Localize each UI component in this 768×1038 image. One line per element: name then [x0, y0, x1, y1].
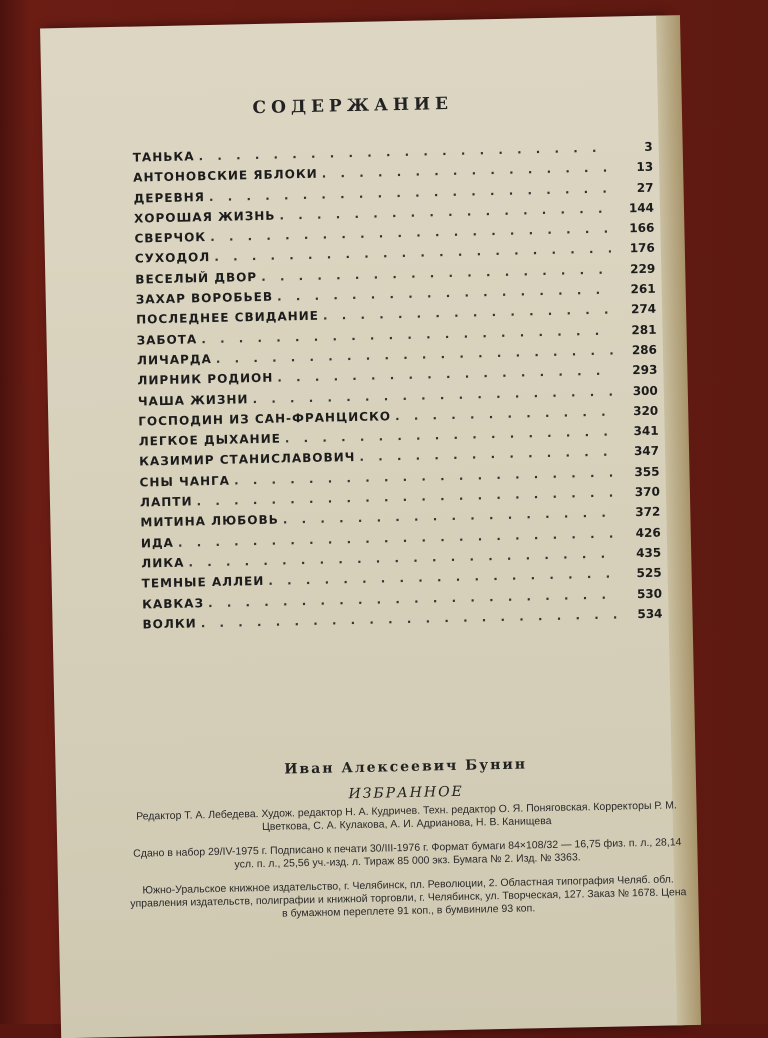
toc-entry-title: ЛЕГКОЕ ДЫХАНИЕ: [138, 431, 281, 449]
toc-entry-page: 341: [633, 423, 659, 439]
toc-entry-title: АНТОНОВСКИЕ ЯБЛОКИ: [133, 167, 318, 185]
toc-entry-page: 166: [629, 220, 655, 236]
toc-entry-page: 530: [636, 586, 663, 601]
toc-entry-page: 372: [635, 504, 661, 520]
toc-entry-page: 261: [630, 281, 656, 297]
toc-entry-page: 320: [633, 403, 659, 419]
toc-entry-title: ИДА: [140, 535, 175, 551]
toc-entry-title: ТАНЬКА: [132, 149, 195, 165]
toc-entry-page: 27: [636, 180, 654, 195]
toc-entry-title: ДЕРЕВНЯ: [133, 189, 206, 206]
toc-entry-title: ТЕМНЫЕ АЛЛЕИ: [141, 574, 265, 591]
book-title: ИЗБРАННОЕ: [348, 783, 464, 803]
toc-entry-page: 286: [631, 342, 658, 358]
toc-entry-page: 355: [634, 464, 660, 479]
toc-entry-title: ГОСПОДИН ИЗ САН-ФРАНЦИСКО: [138, 409, 392, 429]
publisher-info: Южно-Уральское книжное издательство, г. Челябинск, пл. Революции, 2. Областная типография Челяб. обл. управления издательств, полиграфии и книжной торговли, г. Челябинск, ул. Творческая, 127. Заказ № 1678. Цена в бумажном переплете 91 коп., в бумвиниле 93 коп.: [130, 873, 687, 920]
colophon: [126, 753, 689, 924]
toc-entry-page: 3: [644, 139, 653, 154]
toc-entry-title: ПОСЛЕДНЕЕ СВИДАНИЕ: [136, 309, 320, 327]
toc-entry-title: ЛИЧАРДА: [136, 351, 212, 368]
toc-entry-title: ВЕСЕЛЫЙ ДВОР: [135, 269, 258, 287]
editors-credits: Редактор Т. А. Лебедева. Худож. редактор Н. А. Кудричев. Техн. редактор О. Я. Поняговская. Корректоры Р. М. Цветкова, С. А. Кулакова, А. И. Адрианова, Н. В. Канищева: [136, 799, 677, 834]
print-info: Сдано в набор 29/IV-1975 г. Подписано к печати 30/III-1976 г. Формат бумаги 84×108/32 — 16,75 физ. п. л., 28,14 усл. п. л., 25,56 уч.-изд. л. Тираж 85 000 экз. Бумага № 2. Изд. № 3363.: [133, 836, 682, 871]
toc-entry-title: КАЗИМИР СТАНИСЛАВОВИЧ: [139, 450, 356, 469]
toc-entry-page: 370: [634, 484, 661, 500]
toc-entry-page: 426: [635, 525, 661, 540]
toc-entry-title: ЛИРНИК РОДИОН: [137, 370, 274, 388]
toc-entry-title: ЛАПТИ: [139, 494, 193, 510]
author-name: Иван Алексеевич Бунин: [284, 756, 528, 778]
toc-entry-page: 347: [633, 444, 660, 459]
toc-entry-title: ЗАХАР ВОРОБЬЕВ: [135, 289, 274, 307]
toc-entry-page: 293: [632, 362, 658, 378]
toc-entry-page: 534: [637, 606, 663, 621]
toc-entry-title: ХОРОШАЯ ЖИЗНЬ: [133, 208, 276, 226]
toc-entry-page: 281: [631, 322, 657, 337]
book-page: [40, 15, 687, 1038]
contents-heading: СОДЕРЖАНИЕ: [252, 93, 454, 119]
toc-entry-page: 274: [630, 302, 657, 317]
toc-entry-title: ЗАБОТА: [136, 331, 198, 348]
toc-entry-title: КАВКАЗ: [141, 595, 205, 612]
toc-leader-dots: [198, 141, 608, 164]
table-of-contents: [133, 140, 663, 638]
toc-entry-page: 176: [629, 241, 655, 256]
toc-entry-page: 300: [632, 383, 658, 398]
toc-entry-page: 13: [636, 160, 654, 175]
toc-entry-title: СУХОДОЛ: [134, 250, 211, 267]
toc-entry-title: СНЫ ЧАНГА: [139, 473, 231, 490]
toc-entry-title: СВЕРЧОК: [134, 230, 207, 246]
toc-entry-title: МИТИНА ЛЮБОВЬ: [140, 512, 279, 530]
toc-entry-title: ЛИКА: [141, 555, 185, 571]
toc-entry-page: 435: [635, 545, 662, 561]
toc-entry-page: 525: [636, 565, 662, 581]
toc-entry-page: 229: [630, 261, 656, 276]
toc-entry-title: ВОЛКИ: [142, 616, 197, 632]
toc-entry-title: ЧАША ЖИЗНИ: [137, 391, 249, 409]
toc-entry-page: 144: [628, 200, 655, 216]
